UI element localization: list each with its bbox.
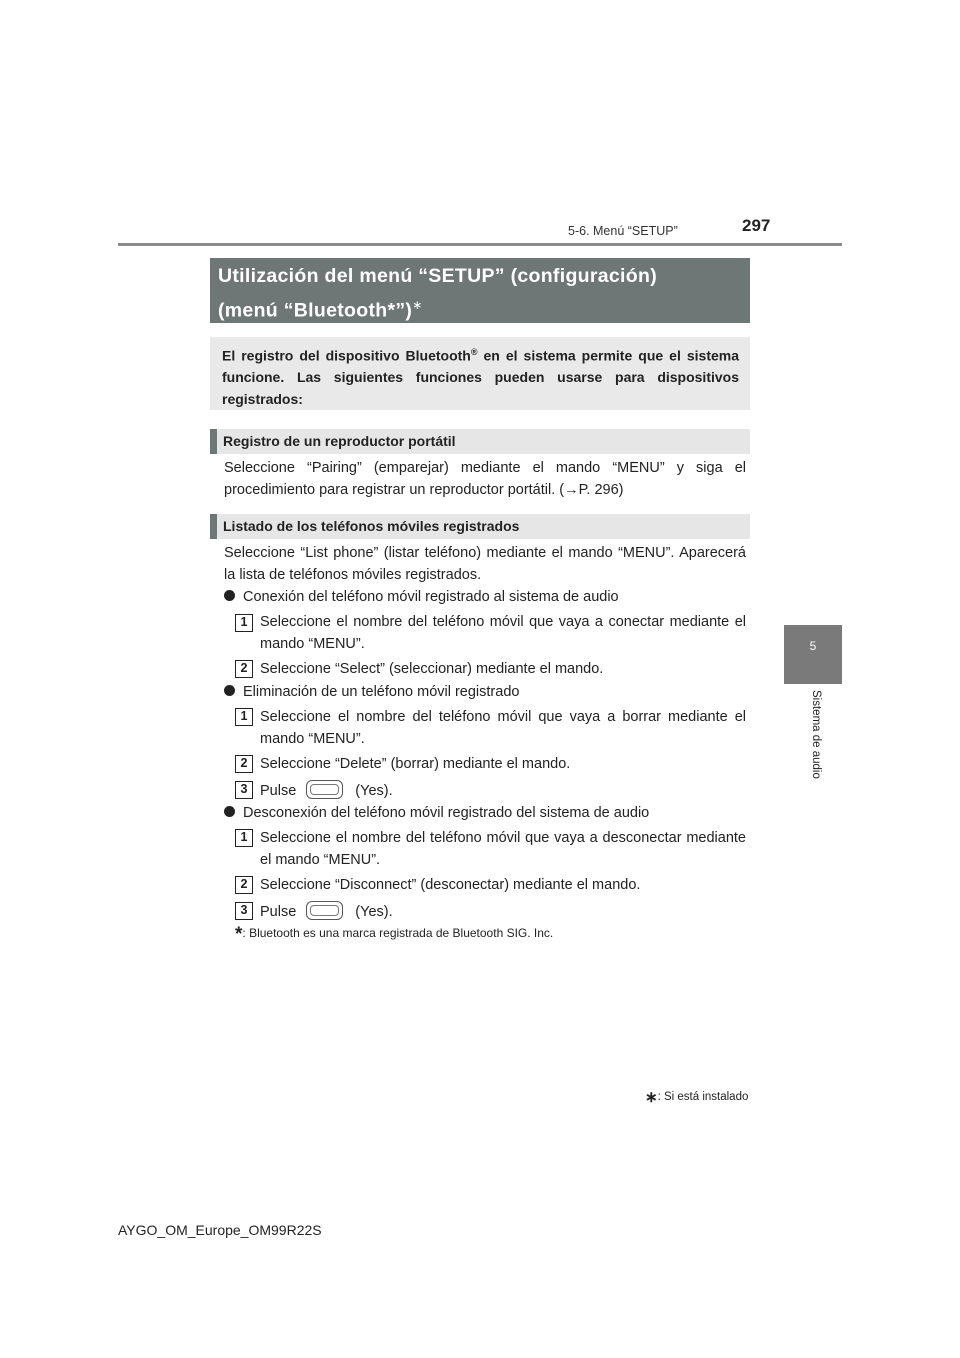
chapter-number: 5 [809,639,817,653]
intro-box: El registro del dispositivo Bluetooth® en el sistema permite que el sistema funcione. Las siguientes funciones pueden usarse para dispositivos registrados: [210,337,750,410]
header-divider [118,243,842,246]
yes-button-icon [306,780,343,799]
step-text: Seleccione el nombre del teléfono móvil que vaya a desconectar mediante el mando “MENU”. [260,830,746,868]
title-line-1: Utilización del menú “SETUP” (configuración) [218,265,657,287]
step-number: 2 [235,755,253,773]
step-text: Seleccione “Select” (seleccionar) mediante el mando. [260,661,604,677]
bullet-dot-icon [224,590,235,601]
step-number: 2 [235,660,253,678]
step-number: 1 [235,614,253,632]
chapter-label: Sistema de audio [810,690,822,779]
step-text: Pulse (Yes). [260,780,746,803]
registered-mark: ® [470,347,478,357]
yes-button-icon [306,901,343,920]
document-code: AYGO_OM_Europe_OM99R22S [118,1222,322,1238]
bullet-connect: Conexión del teléfono móvil registrado al sistema de audio [224,587,619,608]
bullet-disconnect: Desconexión del teléfono móvil registrado del sistema de audio [224,803,649,824]
installed-note: ∗: Si está instalado [645,1089,749,1106]
step-number: 3 [235,781,253,799]
bullet-delete: Eliminación de un teléfono móvil registrado [224,682,519,703]
title-marker: ∗ [412,298,423,312]
step-text: Seleccione el nombre del teléfono móvil que vaya a borrar mediante el mando “MENU”. [260,709,746,747]
section-body-pairing: Seleccione “Pairing” (emparejar) mediante el mando “MENU” y siga el procedimiento para registrar un reproductor portátil. (→P. 296) [224,460,746,498]
trademark-footnote: *: Bluetooth es una marca registrada de Bluetooth SIG. Inc. [235,924,554,945]
title-line-2: (menú “Bluetooth*”)∗ [218,298,423,322]
section-heading-pairing: Registro de un reproductor portátil [210,429,750,454]
step-text: Pulse (Yes). [260,901,746,924]
step-text: Seleccione “Disconnect” (desconectar) mediante el mando. [260,877,641,893]
bullet-dot-icon [224,685,235,696]
section-heading-list-phone: Listado de los teléfonos móviles registrados [210,514,750,539]
step-number: 1 [235,829,253,847]
page-title [210,258,750,323]
chapter-tab [784,625,842,684]
section-body-list-phone: Seleccione “List phone” (listar teléfono) mediante el mando “MENU”. Aparecerá la lista de teléfonos móviles registrados. [224,545,746,583]
step-text: Seleccione “Delete” (borrar) mediante el mando. [260,756,571,772]
step-number: 2 [235,876,253,894]
page-number: 297 [742,216,771,235]
step-number: 3 [235,902,253,920]
step-text: Seleccione el nombre del teléfono móvil que vaya a conectar mediante el mando “MENU”. [260,614,746,652]
bullet-dot-icon [224,806,235,817]
step-number: 1 [235,708,253,726]
section-header: 5-6. Menú “SETUP” [568,224,678,238]
